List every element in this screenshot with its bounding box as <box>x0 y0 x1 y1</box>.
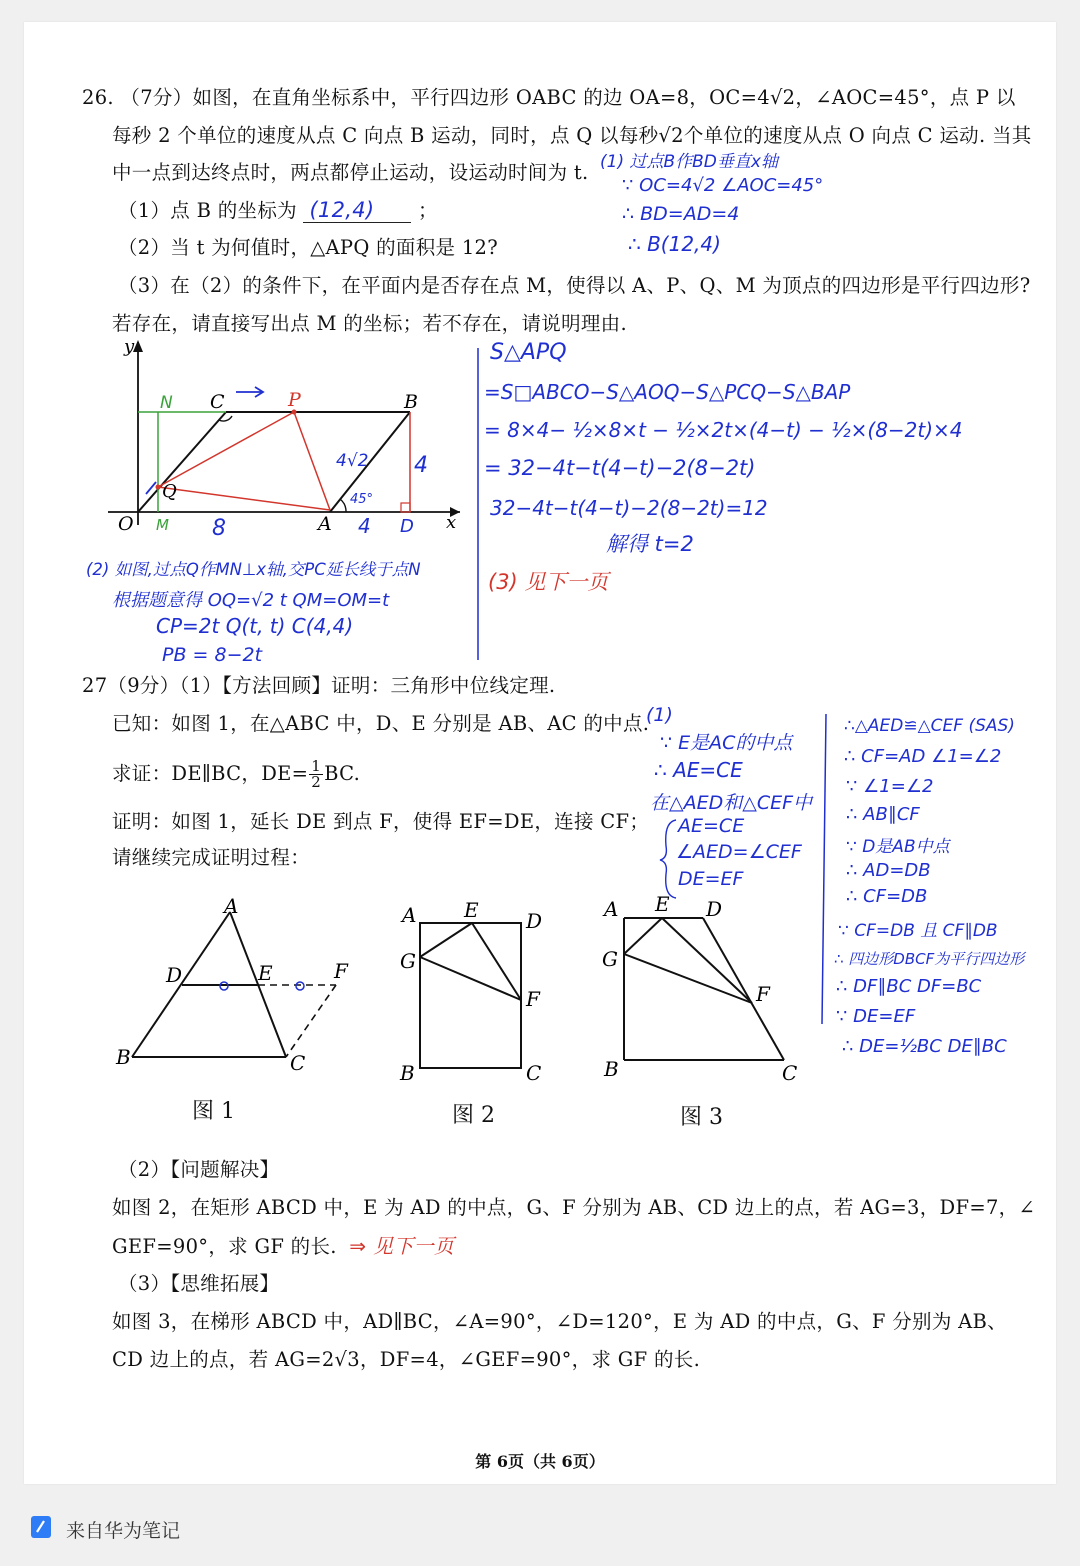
q27-head: 27（9分）（1）【方法回顾】证明：三角形中位线定理. <box>82 674 556 697</box>
hw27-a6: ∠AED=∠CEF <box>676 841 802 863</box>
label-o: O <box>118 513 134 535</box>
hw-note-2: ∵ OC=4√2 ∠AOC=45° <box>622 175 824 196</box>
mark-ab: 4√2 <box>336 451 369 471</box>
label-a: A <box>318 513 332 535</box>
q26-part1-prefix: （1）点 B 的坐标为 <box>118 199 297 222</box>
q27-prove-suffix: BC. <box>324 762 361 785</box>
f2-eg <box>420 923 472 957</box>
q26-part3-line1: （3）在（2）的条件下，在平面内是否存在点 M，使得以 A、P、Q、M 为顶点的四边形是平行四边形? <box>118 274 1031 297</box>
label-d: D <box>400 516 414 537</box>
label-x: x <box>446 512 457 533</box>
q27-known: 已知：如图 1，在△ABC 中，D、E 分别是 AB、AC 的中点. <box>112 712 650 735</box>
f2-label-g: G <box>400 949 416 973</box>
segment-pq <box>158 412 294 487</box>
segment-pa <box>294 412 330 510</box>
side-oc <box>138 412 226 512</box>
hw-s3: = 8×4− ½×8×t − ½×2t×(4−t) − ½×(8−2t)×4 <box>484 418 963 442</box>
q27-p3-head: （3）【思维拓展】 <box>118 1272 280 1295</box>
notes-divider-2 <box>822 714 826 1024</box>
label-q: Q <box>162 481 177 502</box>
mark-oa: 8 <box>212 516 226 541</box>
y-axis-arrow <box>133 340 143 352</box>
hw27-b8: ∵ CF=DB 且 CF∥DB <box>838 921 998 941</box>
f3-label-g: G <box>602 947 618 971</box>
q26-line2: 每秒 2 个单位的速度从点 C 向点 B 运动，同时，点 Q 以每秒√2个单位的速度从点 O 向点 C 运动. 当其 <box>112 124 1032 147</box>
hw-p2c: CP=2t Q(t, t) C(4,4) <box>156 614 354 638</box>
hw-p3: (3) 见下一页 <box>488 570 609 594</box>
q27-proof: 证明：如图 1，延长 DE 到点 F，使得 EF=DE，连接 CF； <box>112 810 650 833</box>
notes-app-icon <box>30 1515 52 1539</box>
hw-note-3: ∴ BD=AD=4 <box>622 203 740 225</box>
f3-gf <box>624 954 752 1003</box>
hw-s6: 解得 t=2 <box>606 532 694 556</box>
f1-label-a: A <box>224 894 239 918</box>
fraction-half <box>309 759 323 790</box>
f3-label-b: B <box>604 1057 619 1081</box>
q27-p2-head: （2）【问题解决】 <box>118 1158 280 1181</box>
q26-part2: （2）当 t 为何值时，△APQ 的面积是 12? <box>118 236 498 259</box>
mark-ad: 4 <box>358 514 371 538</box>
f1-label-c: C <box>290 1051 306 1075</box>
fraction-numerator: 1 <box>311 757 322 775</box>
hw-s5: 32−4t−t(4−t)−2(8−2t)=12 <box>490 496 768 520</box>
hw-note-1: (1) 过点B作BD垂直x轴 <box>600 152 778 172</box>
q27-p2-line1: 如图 2，在矩形 ABCD 中，E 为 AD 的中点，G、F 分别为 AB、CD 边上的点，若 AG=3，DF=7，∠ <box>112 1196 1036 1219</box>
label-n: N <box>160 393 173 413</box>
fig2-caption: 图 2 <box>452 1103 495 1128</box>
hw-s2: =S□ABCO−S△AOQ−S△PCQ−S△BAP <box>484 380 851 404</box>
hw27-a4: 在△AED和△CEF中 <box>650 792 813 814</box>
f1-label-f: F <box>334 959 348 983</box>
f1-fc <box>286 985 336 1057</box>
q26-line3: 中一点到达终点时，两点都停止运动，设运动时间为 t. <box>112 161 589 184</box>
f2-ef <box>472 923 521 1000</box>
hw27-a3: ∴ AE=CE <box>654 758 743 782</box>
label-p: P <box>288 389 301 411</box>
f3-label-d: D <box>706 897 723 921</box>
mark-bd: 4 <box>414 453 428 478</box>
q27-cont: 请继续完成证明过程： <box>112 846 311 869</box>
f3-ef <box>662 918 752 1003</box>
segment-qa <box>158 487 330 510</box>
part1-answer: (12,4) <box>309 198 375 222</box>
label-c: C <box>210 391 225 413</box>
f1-mark-ef <box>296 982 304 990</box>
hw27-b5: ∵ D是AB中点 <box>846 837 950 857</box>
f2-gf <box>420 957 521 1000</box>
angle-arc-a <box>340 499 346 512</box>
q27-p3-line1: 如图 3，在梯形 ABCD 中，AD∥BC，∠A=90°，∠D=120°，E 为 AD 的中点，G、F 分别为 AB、 <box>112 1310 1007 1333</box>
f3-label-f: F <box>756 982 770 1006</box>
q26-part1-suffix: ； <box>417 199 438 222</box>
hw27-b3: ∵ ∠1=∠2 <box>846 776 934 797</box>
hw27-b7: ∴ CF=DB <box>846 886 928 907</box>
f2-label-d: D <box>526 909 543 933</box>
hw-s4: = 32−4t−t(4−t)−2(8−2t) <box>484 456 756 480</box>
f3-label-e: E <box>655 892 670 916</box>
f3-label-a: A <box>604 897 619 921</box>
f3-label-c: C <box>782 1061 798 1085</box>
page-number: 第 6页（共 6页） <box>475 1452 605 1471</box>
hw-s1: S△APQ <box>490 340 567 365</box>
hw27-b1: ∴△AED≌△CEF (SAS) <box>844 716 1015 736</box>
right-angle-d <box>401 503 410 512</box>
q27-prove-prefix: 求证：DE∥BC，DE= <box>112 762 309 785</box>
f2-label-b: B <box>400 1061 415 1085</box>
q26-part3-line2: 若存在，请直接写出点 M 的坐标；若不存在，请说明理由. <box>112 312 627 335</box>
q27-prove <box>112 758 360 790</box>
fig1-caption: 图 1 <box>192 1099 235 1124</box>
footer-text: 来自华为笔记 <box>66 1520 181 1542</box>
label-y: y <box>124 336 135 357</box>
f2-label-c: C <box>526 1061 542 1085</box>
q27-p2-line2 <box>112 1230 454 1259</box>
hw-p2b: 根据题意得 OQ=√2 t QM=OM=t <box>112 590 390 611</box>
hw27-a5: AE=CE <box>678 815 745 837</box>
hw27-b12: ∴ DE=½BC DE∥BC <box>842 1036 1007 1057</box>
hw-see-next: ⇒ 见下一页 <box>349 1234 455 1258</box>
point-q <box>156 485 161 490</box>
f2-label-e: E <box>464 898 479 922</box>
f1-label-e: E <box>258 961 273 985</box>
hw27-b10: ∴ DF∥BC DF=BC <box>836 976 982 997</box>
q27-p2-line2-text: GEF=90°，求 GF 的长. <box>112 1235 337 1258</box>
hw-p2a: (2) 如图,过点Q作MN⊥x轴,交PC延长线于点N <box>86 560 421 579</box>
q26-line1: 26. （7分）如图，在直角坐标系中，平行四边形 OABC 的边 OA=8，OC=4√2，∠AOC=45°，点 P 以 <box>82 86 1016 109</box>
hw27-a1: (1) <box>646 704 673 726</box>
brace <box>660 820 676 898</box>
fig3-caption: 图 3 <box>680 1105 723 1130</box>
label-m: M <box>156 516 169 534</box>
hw27-b4: ∴ AB∥CF <box>846 804 920 825</box>
hw27-b9: ∴ 四边形DBCF为平行四边形 <box>834 950 1025 968</box>
f2-label-f: F <box>526 987 540 1011</box>
hw27-a7: DE=EF <box>678 868 744 890</box>
hw27-a2: ∵ E是AC的中点 <box>660 732 793 754</box>
f2-rect <box>420 923 521 1068</box>
q27-p3-line2: CD 边上的点，若 AG=2√3，DF=4，∠GEF=90°，求 GF 的长. <box>112 1348 701 1371</box>
hw27-b6: ∴ AD=DB <box>846 860 931 881</box>
f3-eg <box>624 918 662 954</box>
f1-label-d: D <box>166 963 183 987</box>
f1-label-b: B <box>116 1045 131 1069</box>
label-b: B <box>404 391 418 413</box>
hw27-b2: ∴ CF=AD ∠1=∠2 <box>844 746 1002 767</box>
hw27-b11: ∵ DE=EF <box>836 1006 916 1027</box>
f2-label-a: A <box>402 903 417 927</box>
mark-angle: 45° <box>350 492 374 507</box>
fraction-denominator: 2 <box>311 773 322 791</box>
hw-note-4: ∴ B(12,4) <box>628 232 721 256</box>
hw-p2d: PB = 8−2t <box>162 644 263 666</box>
